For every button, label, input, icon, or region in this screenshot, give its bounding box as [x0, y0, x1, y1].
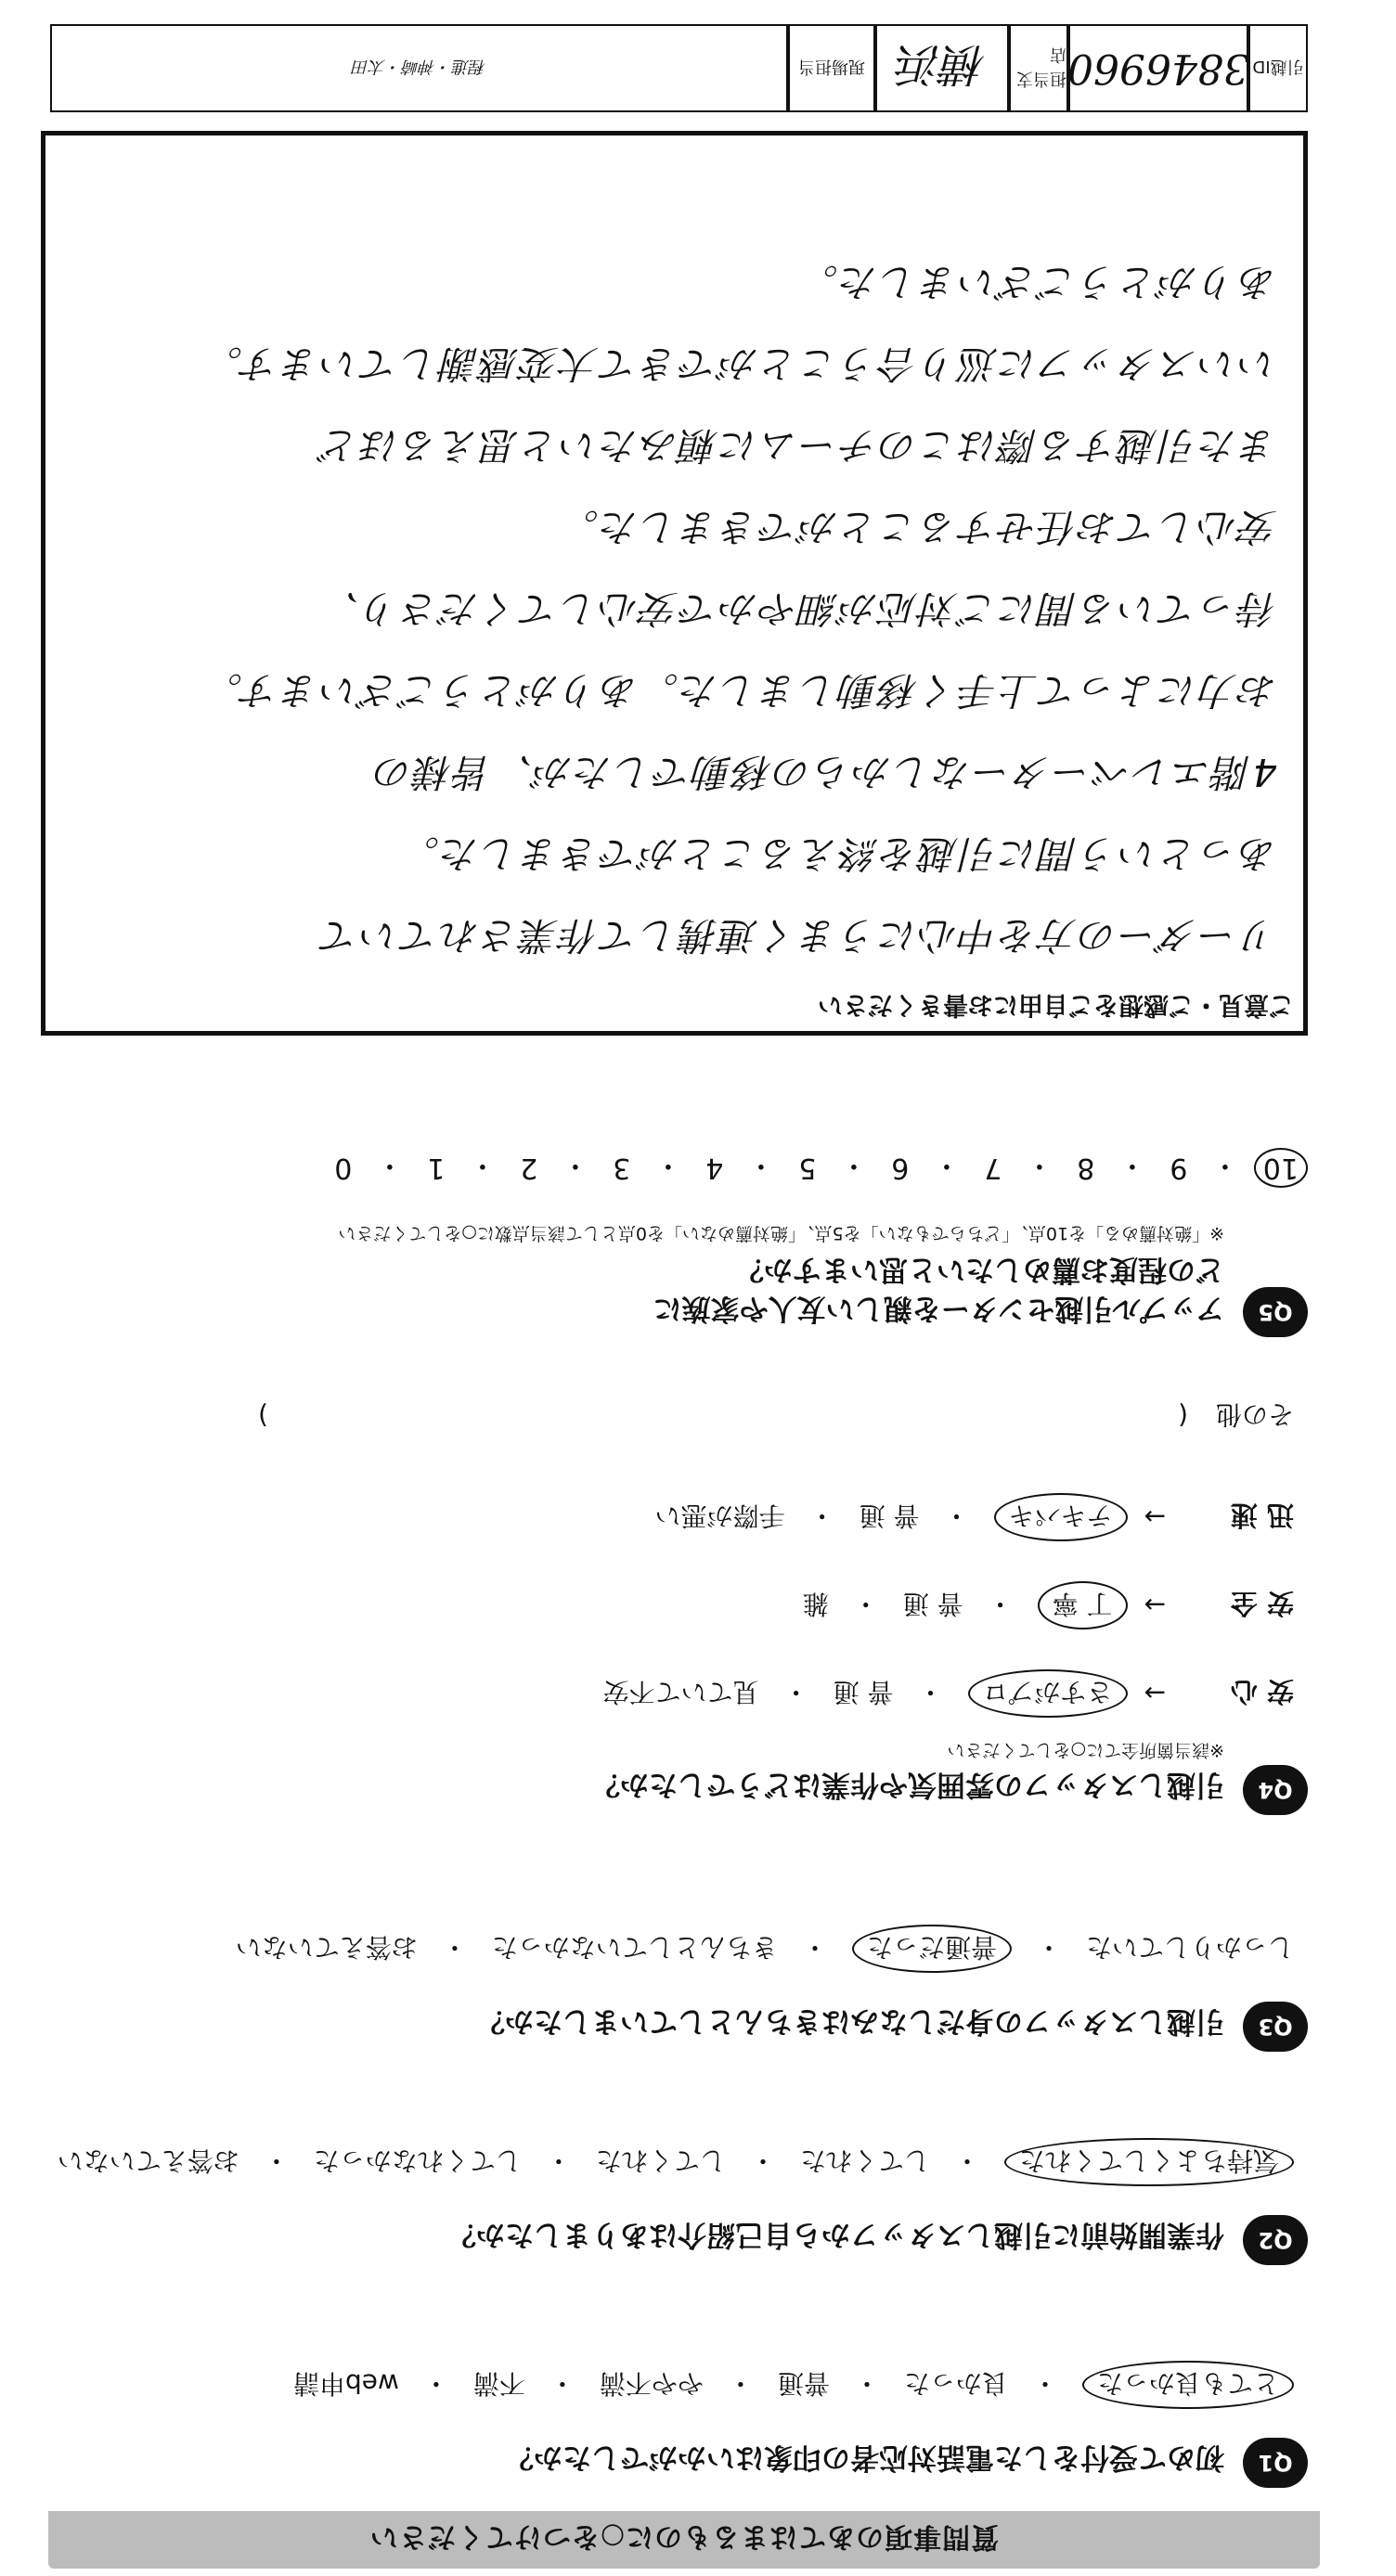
q2-option-5[interactable]: お答えていない — [57, 2145, 239, 2176]
q3-option-1[interactable]: しっかりしていた — [1085, 1932, 1294, 1963]
q4-option[interactable]: さすがプロ — [968, 1669, 1128, 1718]
comment-line: リーダーの方を中心にうまく連携して作業されていて — [319, 913, 1277, 958]
q2-badge: Q2 — [1243, 2215, 1308, 2265]
comment-line: お力によって上手く移動しました。ありがとうございます。 — [202, 668, 1277, 713]
q4-other-label: その他 — [1215, 1399, 1294, 1430]
q2-option-3[interactable]: してくれた — [595, 2145, 726, 2176]
branch-label: 担当支店 — [1009, 24, 1068, 112]
q3-options: しっかりしていた ・ 普通だった ・ きちんとしていなかった ・ お答えていない — [236, 1925, 1294, 1973]
q4-row-jinsoku: 迅 速 → テキパキ ・ 普 通 ・ 手際が悪い — [655, 1493, 1294, 1541]
q3-option-2[interactable]: 普通だった — [852, 1925, 1012, 1973]
q5-question-line1: アップル引越センターを親しい友人や家族に — [653, 1292, 1224, 1325]
q4-question: 引越しスタッフの雰囲気や作業はどうでしたか？ — [591, 1768, 1224, 1801]
q4-row-anshin: 安 心 → さすがプロ ・ 普 通 ・ 見ていて不安 — [603, 1669, 1294, 1718]
comment-line: ありがとうございました。 — [798, 260, 1277, 304]
q1-option-4[interactable]: やや不満 — [599, 2368, 704, 2399]
instruction-banner: 質問事項のあてはまるものに○をつけてください — [48, 2511, 1320, 2569]
q4-row-label: 安 心 — [1230, 1676, 1294, 1708]
comment-line: また引越する際はこのチームに頼みたいと思えるほど — [319, 423, 1277, 468]
comment-line: 待っている間にご対応が細やかで安心してくださり、 — [319, 586, 1277, 631]
q5-score-7[interactable]: 7 — [984, 1152, 1002, 1185]
q4-option[interactable]: 普 通 — [859, 1501, 920, 1531]
q1-question: 初めて受付をした電話対応者の印象はいかがでしたか？ — [505, 2441, 1224, 2474]
q3-question: 引越しスタッフの身だしなみはきちんとしていましたか？ — [476, 2004, 1224, 2038]
q1-option-5[interactable]: 不満 — [472, 2368, 525, 2399]
comment-line: いいスタッフに巡り合うことができて大変感謝しています。 — [202, 341, 1277, 386]
move-id-label: 引越ID — [1248, 24, 1308, 112]
comment-body[interactable] — [45, 234, 1303, 984]
q1-option-2[interactable]: 良かった — [903, 2368, 1008, 2399]
comment-box — [41, 131, 1308, 1036]
q4-note: ※該当箇所全てに○をしてください — [947, 1740, 1224, 1760]
q4-option[interactable]: 普 通 — [833, 1677, 894, 1707]
q2-options: 気持ちよくしてくれた ・ してくれた ・ してくれた ・ してくれなかった ・ お答えていない — [58, 2138, 1294, 2186]
q5-note: ※「絶対薦める」を10点、「どちらでもない」を5点、「絶対薦めない」を0点として該当点数に○をしてください — [338, 1223, 1224, 1243]
q4-row-label: 迅 速 — [1230, 1500, 1294, 1532]
q4-badge: Q4 — [1243, 1765, 1308, 1815]
q5-badge: Q5 — [1243, 1287, 1308, 1337]
arrow-icon: → — [1144, 1501, 1166, 1533]
q4-option[interactable]: テキパキ — [994, 1493, 1128, 1541]
q4-option[interactable]: 普 通 — [902, 1589, 963, 1619]
q5-score-0[interactable]: 0 — [334, 1152, 353, 1185]
q5-score-1[interactable]: 1 — [427, 1152, 446, 1185]
q3-option-3[interactable]: きちんとしていなかった — [491, 1932, 778, 1963]
q5-score-2[interactable]: 2 — [520, 1152, 538, 1185]
q5-score-3[interactable]: 3 — [613, 1152, 631, 1185]
q4-option[interactable]: 雑 — [802, 1589, 829, 1619]
branch-value[interactable]: 横浜 — [875, 24, 1009, 112]
q4-other-close-paren: ) — [258, 1400, 269, 1432]
comment-line: あっという間に引越を終えることができました。 — [399, 831, 1277, 876]
q5-score-6[interactable]: 6 — [891, 1152, 910, 1185]
leader-value[interactable]: 程進・神崎・太田 — [50, 24, 788, 112]
q1-badge: Q1 — [1243, 2438, 1308, 2488]
id-table — [50, 24, 1308, 112]
q4-option[interactable]: 手際が悪い — [654, 1501, 785, 1531]
q4-option[interactable]: 見ていて不安 — [602, 1677, 759, 1707]
leader-label: 現場担当 — [788, 24, 875, 112]
q5-scale: 10 ・ 9 ・ 8 ・ 7 ・ 6 ・ 5 ・ 4 ・ 3 ・ 2 ・ 1 ・ 0 — [326, 1148, 1308, 1189]
q5-score-4[interactable]: 4 — [705, 1152, 724, 1185]
q4-other — [258, 1397, 1294, 1435]
q1-option-6[interactable]: web申請 — [292, 2368, 399, 2399]
q2-option-1[interactable]: 気持ちよくしてくれた — [1004, 2138, 1294, 2186]
comment-line: 4階エレベーターなしからの移動でしたが、皆様の — [372, 750, 1277, 794]
q1-option-3[interactable]: 普通 — [777, 2368, 830, 2399]
q5-score-9[interactable]: 9 — [1170, 1152, 1188, 1185]
arrow-icon: → — [1144, 1678, 1166, 1709]
q1-options: とても良かった ・ 良かった ・ 普通 ・ やや不満 ・ 不満 ・ web申請 — [293, 2361, 1294, 2409]
q1-option-1[interactable]: とても良かった — [1082, 2361, 1294, 2409]
q5-question-line2: どの程度お薦めしたいと思いますか？ — [735, 1253, 1224, 1286]
q5-score-10[interactable]: 10 — [1254, 1149, 1308, 1189]
q2-option-4[interactable]: してくれなかった — [313, 2145, 522, 2176]
comment-line: 安心してお任せすることができました。 — [559, 505, 1277, 549]
comment-heading: ご意見・ご感想をご自由にお書きください — [818, 990, 1294, 1019]
move-id-value[interactable]: 3846960 — [1068, 24, 1248, 112]
q5-score-8[interactable]: 8 — [1077, 1152, 1095, 1185]
q5-score-5[interactable]: 5 — [798, 1152, 817, 1185]
q4-option[interactable]: 丁 寧 — [1038, 1581, 1128, 1629]
q3-badge: Q3 — [1243, 2002, 1308, 2052]
q4-row-anzen: 安 全 → 丁 寧 ・ 普 通 ・ 雑 — [803, 1581, 1294, 1629]
q2-question: 作業開始前に引越しスタッフから自己紹介はありましたか？ — [447, 2218, 1224, 2251]
q4-other-open-paren: ( — [1178, 1400, 1188, 1432]
q4-row-label: 安 全 — [1230, 1588, 1294, 1620]
arrow-icon: → — [1144, 1590, 1166, 1621]
q2-option-2[interactable]: してくれた — [799, 2145, 930, 2176]
q3-option-4[interactable]: お答えていない — [235, 1932, 418, 1963]
